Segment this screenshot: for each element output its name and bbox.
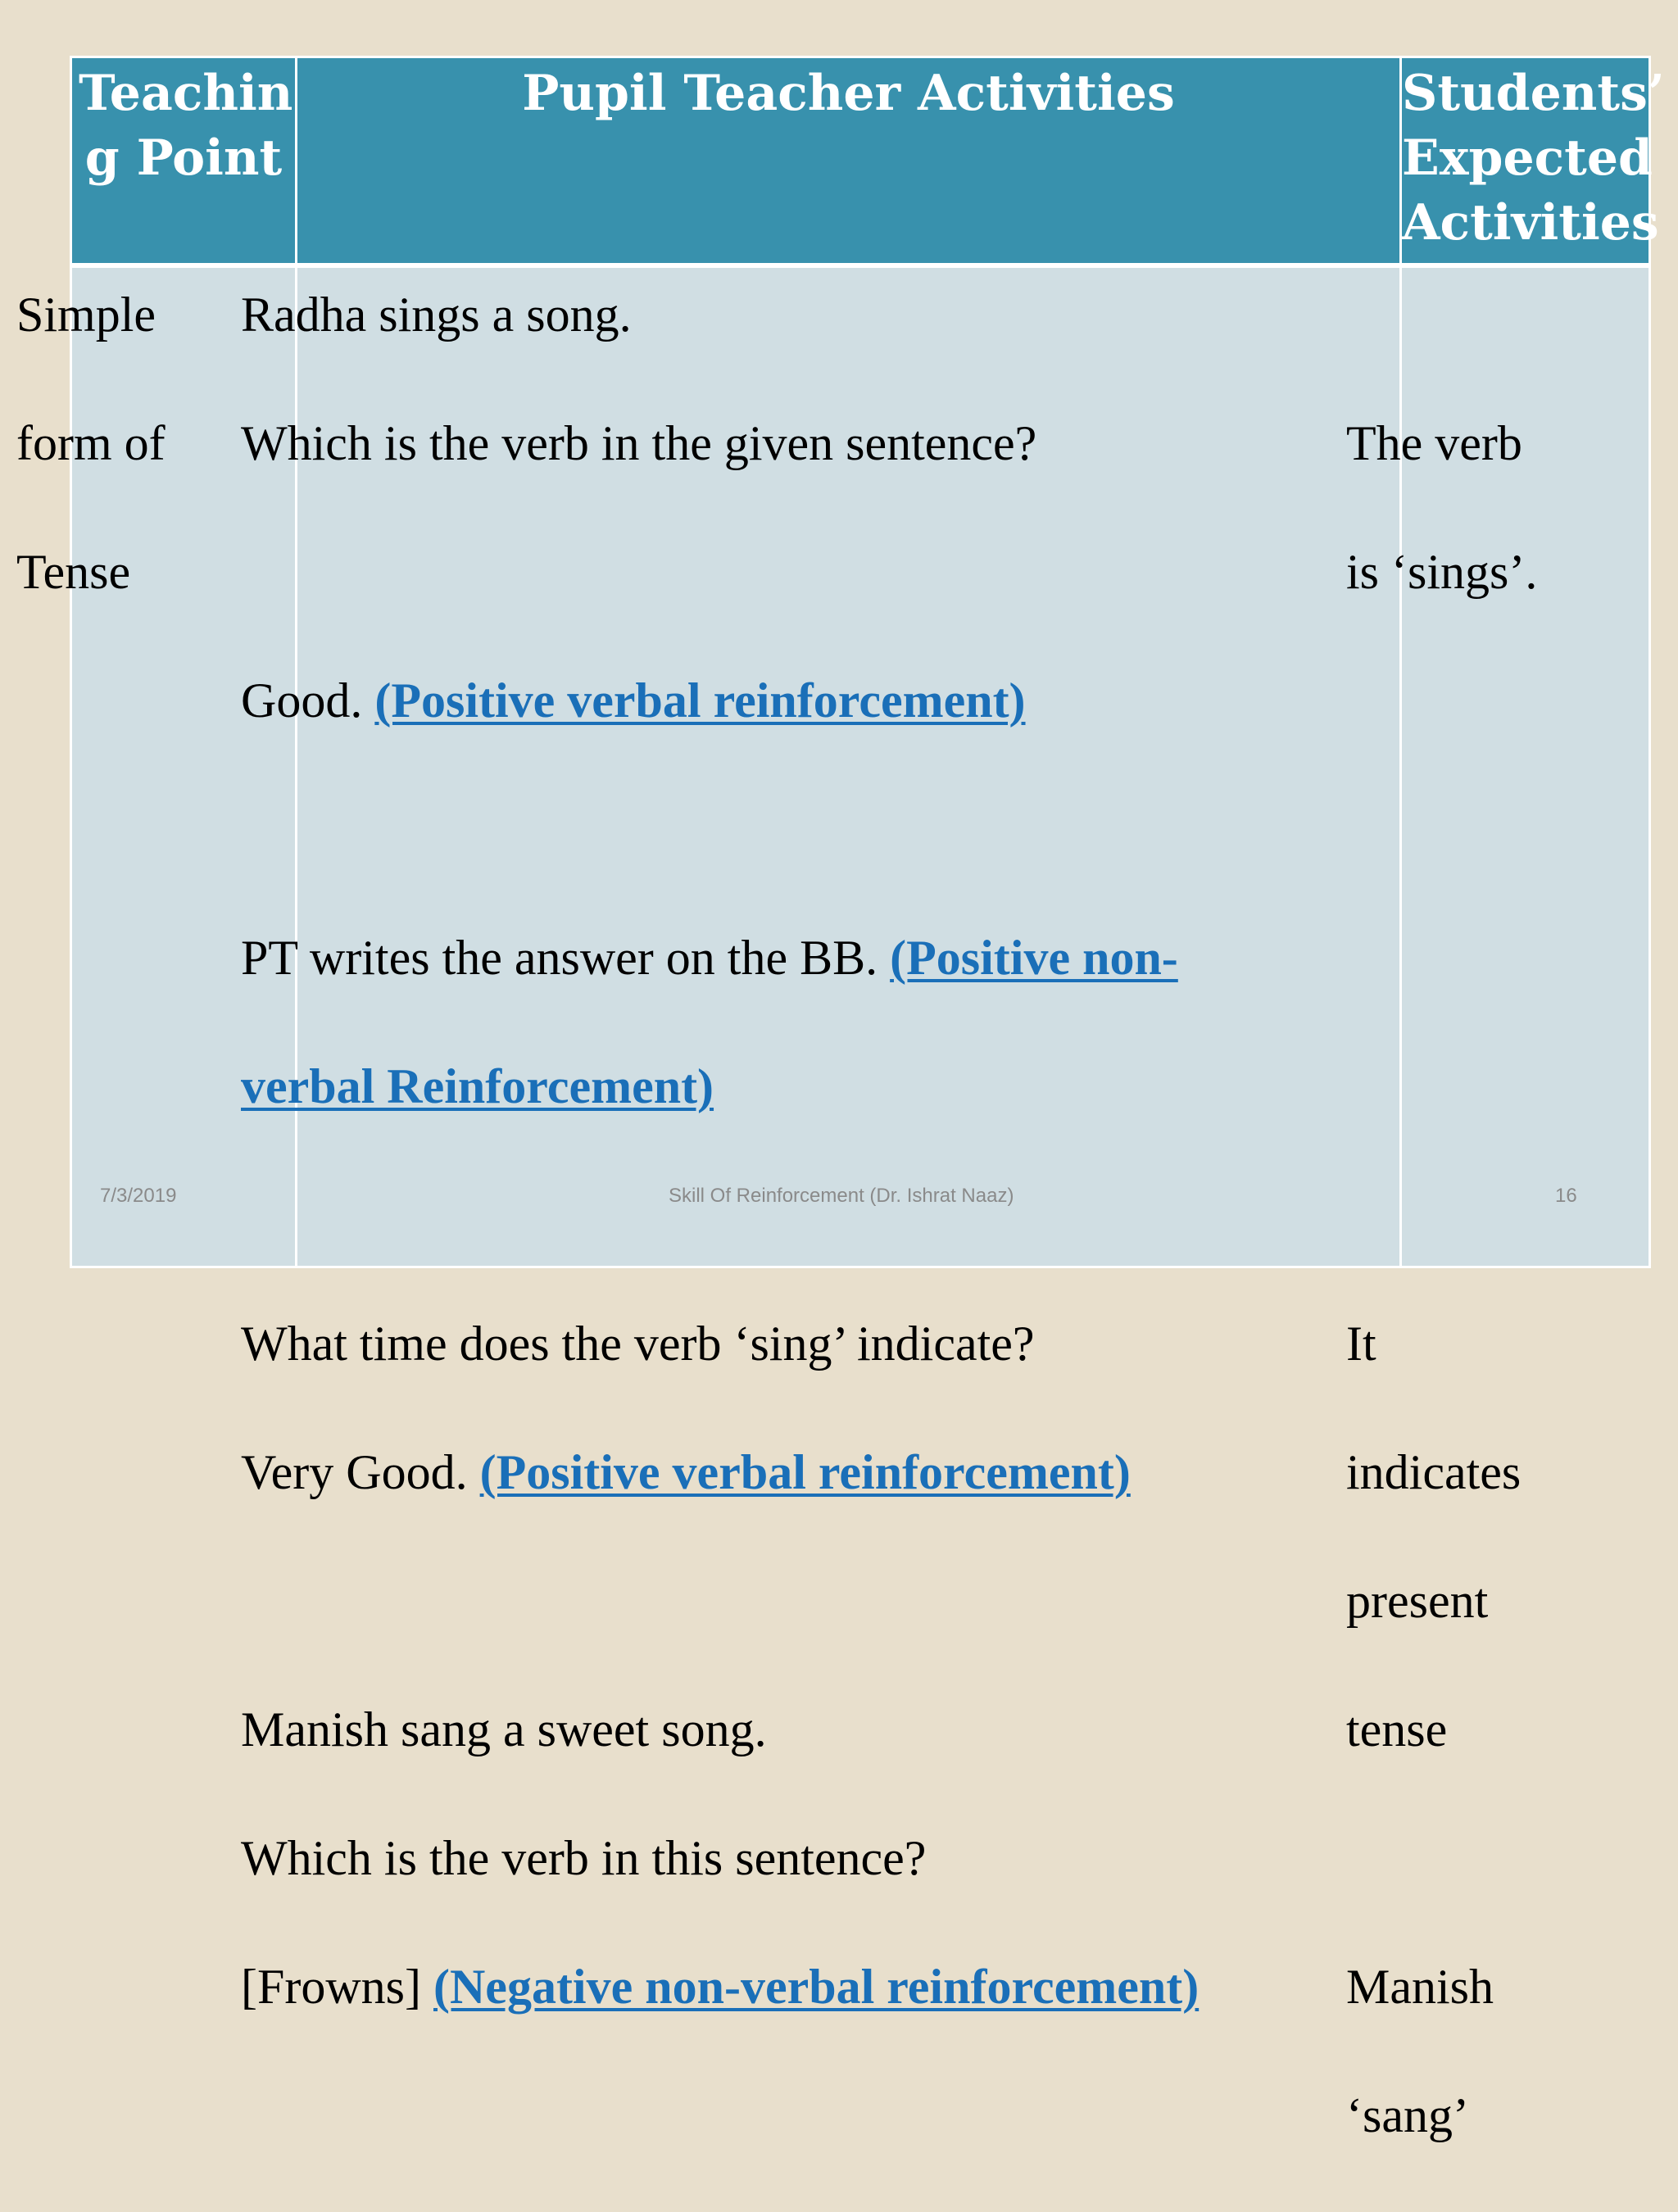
teaching-point-line1: Simple	[16, 287, 156, 342]
teacher-line	[241, 1955, 1322, 2019]
reinforcement-label[interactable]: (Negative non-verbal reinforcement)	[433, 1959, 1200, 2014]
slide-number: 16	[1555, 1185, 1577, 1207]
teaching-point-cell	[16, 218, 221, 669]
teacher-line	[241, 1440, 1322, 1505]
teacher-line	[241, 926, 1322, 990]
blank-line	[241, 797, 1322, 862]
teaching-point-line2: form of	[16, 415, 166, 470]
teacher-text: PT writes the answer on the BB.	[241, 930, 891, 985]
teacher-line: Radha sings a song.	[241, 287, 632, 342]
teacher-line: Which is the verb in the given sentence?	[241, 415, 1037, 470]
teacher-line: Manish sang a sweet song.	[241, 1702, 767, 1756]
footer-title: Skill Of Reinforcement (Dr. Ishrat Naaz)	[669, 1185, 1014, 1207]
teacher-line	[241, 1054, 1322, 1119]
header-teaching-point-line2: g Point	[84, 129, 283, 187]
blank-line	[1346, 669, 1576, 733]
header-students-line1: Students’	[1402, 65, 1665, 122]
reinforcement-label[interactable]: (Positive verbal reinforcement)	[374, 673, 1026, 728]
header-students-line2: Expected	[1402, 129, 1653, 187]
student-line: tense	[1346, 1702, 1448, 1756]
blank-line	[241, 1569, 1322, 1634]
blank-line	[1346, 1054, 1576, 1119]
teacher-line: What time does the verb ‘sing’ indicate?	[241, 1316, 1035, 1371]
reinforcement-label[interactable]: (Positive verbal reinforcement)	[479, 1444, 1131, 1499]
student-line: is ‘sings’.	[1346, 544, 1538, 599]
students-expected-activities-cell	[1346, 218, 1576, 2212]
student-line: It	[1346, 1316, 1376, 1371]
teacher-line: Which is the verb in this sentence?	[241, 1830, 927, 1885]
reinforcement-label[interactable]: (Positive non-	[890, 930, 1178, 985]
student-line: Manish	[1346, 1959, 1494, 2014]
teacher-text: [Frowns]	[241, 1959, 433, 2014]
teacher-text: Very Good.	[241, 1444, 480, 1499]
blank-line	[1346, 1183, 1576, 1248]
header-students-line3: Activities	[1402, 194, 1659, 252]
blank-line	[1346, 1826, 1576, 1891]
blank-line	[241, 540, 1322, 605]
footer-date: 7/3/2019	[100, 1185, 177, 1207]
pupil-teacher-activities-cell	[241, 218, 1322, 2083]
reinforcement-label[interactable]: verbal Reinforcement)	[241, 1058, 714, 1113]
header-pupil-teacher-activities: Pupil Teacher Activities	[522, 65, 1175, 122]
student-line: present	[1346, 1573, 1489, 1628]
blank-line	[1346, 797, 1576, 862]
student-line: The verb	[1346, 415, 1522, 470]
blank-line	[1346, 283, 1576, 347]
blank-line	[1346, 926, 1576, 990]
teaching-point-line3: Tense	[16, 544, 131, 599]
student-line: indicates	[1346, 1444, 1522, 1499]
teacher-line	[241, 669, 1322, 733]
student-line: ‘sang’	[1346, 2087, 1469, 2142]
teacher-text: Good.	[241, 673, 375, 728]
header-teaching-point-line1: Teachin	[79, 65, 293, 122]
